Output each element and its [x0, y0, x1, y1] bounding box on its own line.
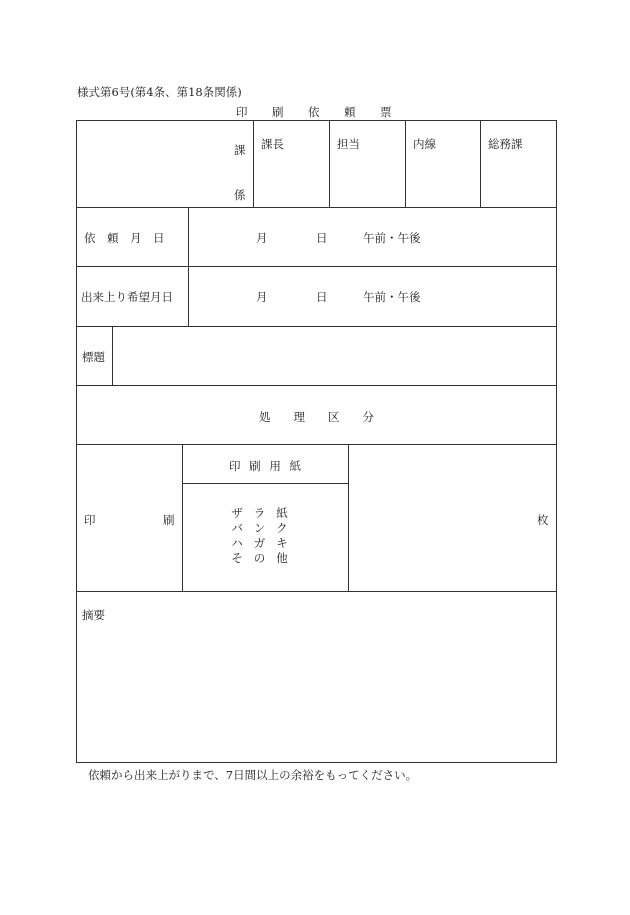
footnote: 依頼から出来上がりまで、7日間以上の余裕をもってください。 [88, 768, 418, 782]
subject-label: 標題 [82, 350, 105, 364]
stamp-label-person-in-charge: 担当 [337, 137, 360, 151]
print-quantity-field[interactable] [349, 445, 556, 591]
print-label-left: 印 [84, 513, 96, 527]
divider [405, 120, 406, 207]
summary-label: 摘要 [82, 608, 105, 622]
divider [76, 591, 557, 592]
completion-day-field[interactable]: 日 [316, 290, 328, 304]
stamp-label-section-chief: 課長 [261, 137, 284, 151]
subject-field[interactable] [113, 327, 556, 385]
form-title: 印刷依頼票 [236, 105, 416, 119]
section-kakari-label: 係 [234, 188, 246, 202]
paper-type-rough[interactable]: ザラ紙 [231, 506, 299, 520]
paper-type-other[interactable]: その他 [231, 551, 299, 565]
divider [76, 207, 557, 208]
paper-type-bank[interactable]: バンク [231, 521, 299, 535]
summary-field[interactable] [77, 625, 556, 762]
stamp-label-extension: 内線 [413, 137, 436, 151]
request-ampm-field[interactable]: 午前・午後 [363, 231, 421, 245]
request-day-field[interactable]: 日 [316, 231, 328, 245]
divider [480, 120, 481, 207]
form-number-label: 様式第6号(第4条、第18条関係) [77, 85, 242, 99]
divider [253, 120, 254, 207]
completion-ampm-field[interactable]: 午前・午後 [363, 290, 421, 304]
completion-month-field[interactable]: 月 [256, 290, 268, 304]
divider [76, 266, 557, 267]
print-label-right: 刷 [163, 513, 175, 527]
completion-date-label: 出来上り希望月日 [81, 290, 173, 304]
divider [329, 120, 330, 207]
sheet-unit-label: 枚 [537, 513, 549, 527]
divider [182, 483, 348, 484]
paper-type-postcard[interactable]: ハガキ [231, 536, 299, 550]
section-ka-label: 課 [234, 143, 246, 157]
request-month-field[interactable]: 月 [256, 231, 268, 245]
divider [76, 385, 557, 386]
request-date-label: 依 頼 月 日 [84, 231, 165, 245]
paper-type-list [182, 506, 348, 566]
stamp-label-general-affairs: 総務課 [488, 137, 523, 151]
paper-type-header: 印 刷 用 紙 [229, 459, 301, 473]
processing-category-label: 処 理 区 分 [259, 410, 374, 424]
